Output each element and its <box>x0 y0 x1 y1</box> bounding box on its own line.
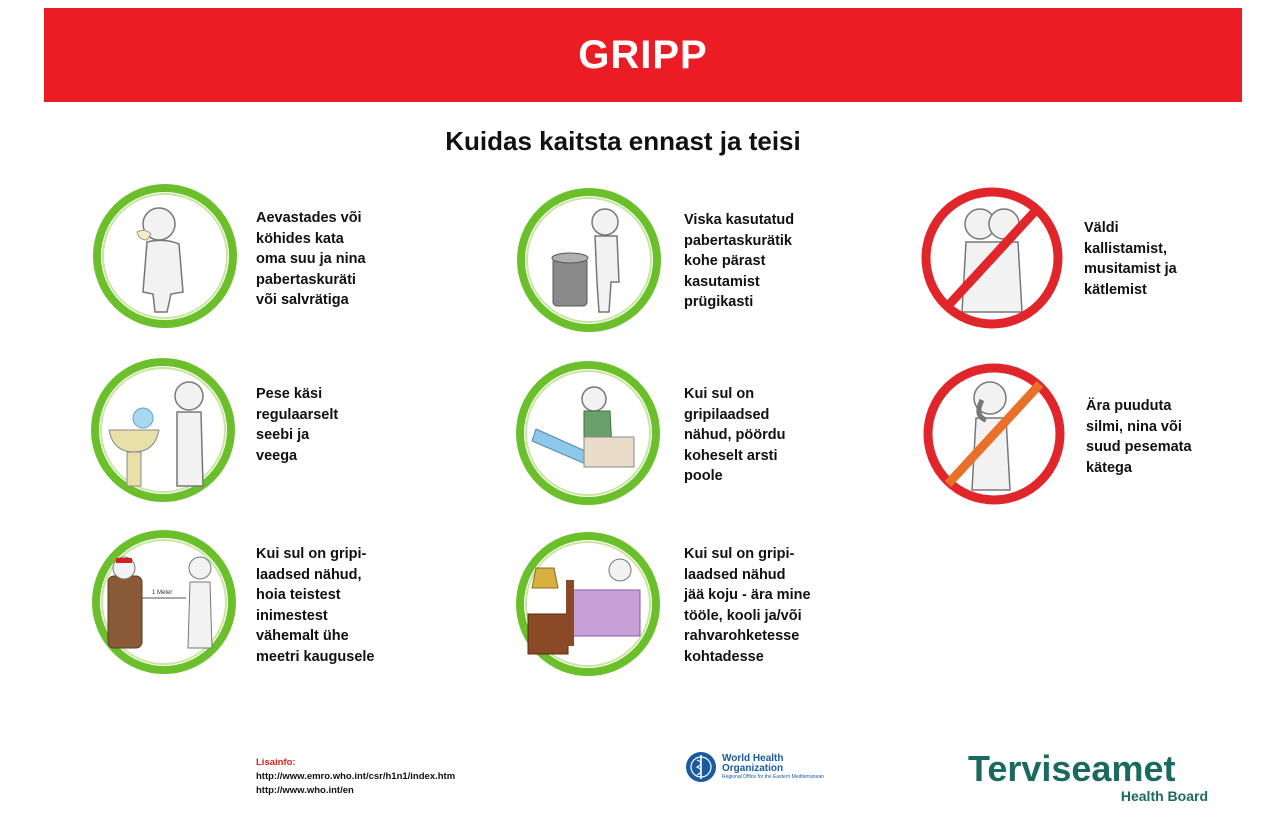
caption-2: Viska kasutatud pabertaskurätik kohe pärast kasutamist prügikasti <box>684 212 795 310</box>
caption-8: Kui sul on gripi- laadsed nähud jää koju - ära mine tööle, kooli ja/või rahvarohketesse kohtadesse <box>684 546 811 665</box>
who-name-line-1: World Health <box>722 753 784 764</box>
caption-7: Kui sul on gripi- laadsed nähud, hoia teistest inimestest vähemalt ühe meetri kaugusele <box>256 546 375 665</box>
caption-3: Väldi kallistamist, musitamist ja kätlemist <box>1084 220 1177 298</box>
caption-5: Kui sul on gripilaadsed nähud, pöördu koheselt arsti poole <box>684 386 786 484</box>
info-link-emro[interactable]: http://www.emro.who.int/csr/h1n1/index.htm <box>256 771 456 782</box>
caption-1: Aevastades või köhides kata oma suu ja nina pabertaskuräti või salvrätiga <box>256 210 366 308</box>
trash-bin-icon <box>515 186 663 334</box>
keep-distance-icon <box>90 528 238 676</box>
caption-4: Pese käsi regulaarselt seebi ja veega <box>256 386 339 464</box>
doctor-visit-icon <box>514 359 662 507</box>
brand-name: Terviseamet <box>968 748 1176 789</box>
sneeze-into-tissue-icon <box>91 182 239 330</box>
who-tagline: Regional Office for the Eastern Mediterranean <box>722 774 824 780</box>
brand-subtitle: Health Board <box>1120 788 1208 804</box>
who-emblem-icon <box>684 750 718 784</box>
handwashing-icon <box>89 356 237 504</box>
page-title: GRIPP <box>578 32 708 77</box>
subtitle: Kuidas kaitsta ennast ja teisi <box>445 126 801 156</box>
title-banner <box>44 8 1242 102</box>
more-info <box>256 756 455 798</box>
caption-6: Ära puuduta silmi, nina või suud pesemata kätega <box>1086 398 1192 476</box>
who-logo <box>684 750 824 784</box>
distance-label: 1 Meter <box>152 590 173 596</box>
no-face-touching-icon <box>920 360 1068 508</box>
info-link-who[interactable]: http://www.who.int/en <box>256 785 354 796</box>
terviseamet-logo <box>968 750 1208 804</box>
no-hugging-icon <box>918 184 1066 332</box>
who-name-line-2: Organization <box>722 763 784 774</box>
stay-home-bed-icon <box>514 530 662 678</box>
info-label: Lisainfo: <box>256 757 296 768</box>
